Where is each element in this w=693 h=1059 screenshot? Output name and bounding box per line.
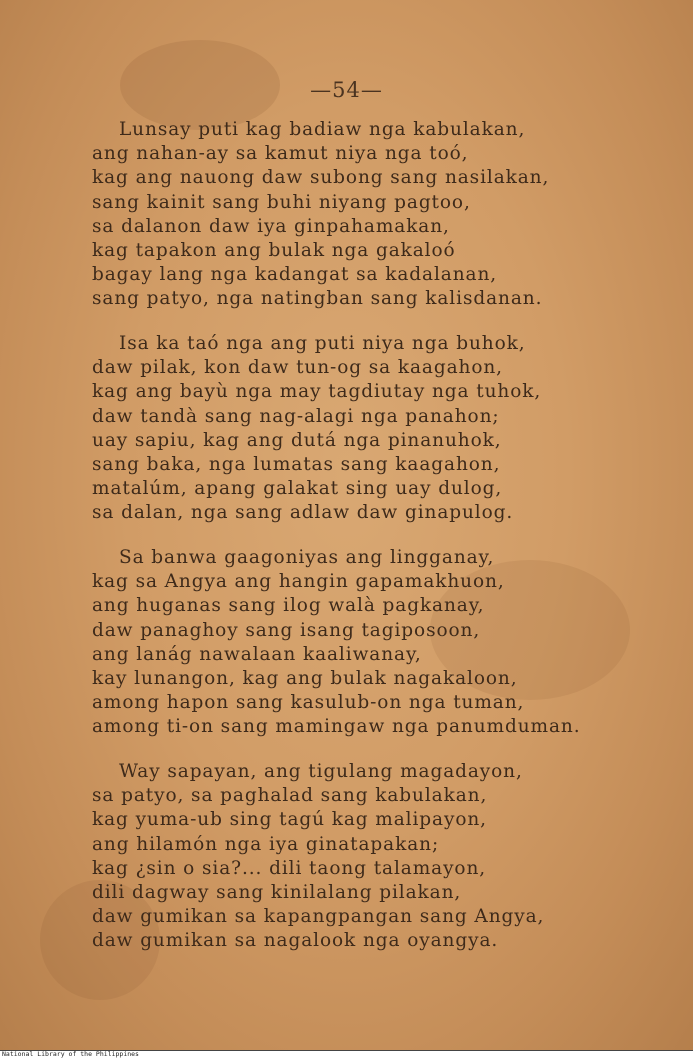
poem-line: uay sapiu, kag ang dutá nga pinanuhok, — [92, 429, 502, 451]
poem-line: kag yuma-ub sing tagú kag malipayon, — [92, 809, 487, 831]
poem-line: daw panaghoy sang isang tagiposoon, — [92, 619, 481, 641]
stanza-2 — [92, 332, 632, 526]
poem-line: kag ang bayù nga may tagdiutay nga tuhok, — [92, 381, 542, 403]
poem-line: sang patyo, nga natingban sang kalisdanan. — [92, 288, 543, 310]
poem-line: bagay lang nga kadangat sa kadalanan, — [92, 264, 498, 286]
stanza-1 — [92, 118, 632, 312]
poem-line: among hapon sang kasulub-on nga tuman, — [92, 692, 525, 714]
poem-line: dili dagway sang kinilalang pilakan, — [92, 881, 462, 903]
poem-line: Sa banwa gaagoniyas ang lingganay, — [119, 547, 495, 568]
poem-line: ang nahan-ay sa kamut niya nga toó, — [92, 143, 469, 165]
poem-line: kag tapakon ang bulak nga gakaloó — [92, 239, 456, 261]
poem-line: sang kainit sang buhi niyang pagtoo, — [92, 191, 471, 213]
poem-line: Way sapayan, ang tigulang magadayon, — [119, 761, 523, 782]
poem-line: daw gumikan sa nagalook nga oyangya. — [92, 930, 499, 952]
stanza-4 — [92, 760, 632, 954]
poem-line: sang baka, nga lumatas sang kaagahon, — [92, 453, 501, 475]
stanza-3 — [92, 546, 632, 740]
poem-line: ang hilamón nga iya ginatapakan; — [92, 833, 440, 855]
poem-line: kag ¿sin o sia?... dili taong talamayon, — [92, 857, 487, 879]
poem-line: matalúm, apang galakat sing uay dulog, — [92, 478, 503, 500]
poem-line: kay lunangon, kag ang bulak nagakaloon, — [92, 667, 518, 689]
poem-line: sa dalan, nga sang adlaw daw ginapulog. — [92, 502, 514, 524]
poem-line: ang lanág nawalaan kaaliwanay, — [92, 643, 422, 665]
poem-line: Isa ka taó nga ang puti niya nga buhok, — [119, 333, 526, 354]
poem-line: ang huganas sang ilog walà pagkanay, — [92, 595, 485, 617]
poem-line: among ti-on sang mamingaw nga panumduman. — [92, 716, 581, 738]
poem-line: kag ang nauong daw subong sang nasilakan, — [92, 167, 550, 189]
library-credit: National Library of the Philippines — [2, 1050, 139, 1058]
poem-text — [92, 118, 632, 974]
page-number: —54— — [310, 78, 383, 102]
poem-line: daw pilak, kon daw tun-og sa kaagahon, — [92, 357, 503, 379]
poem-line: sa patyo, sa paghalad sang kabulakan, — [92, 785, 488, 807]
poem-line: daw gumikan sa kapangpangan sang Angya, — [92, 906, 545, 928]
poem-line: sa dalanon daw iya ginpahamakan, — [92, 215, 450, 237]
poem-line: kag sa Angya ang hangin gapamakhuon, — [92, 571, 505, 593]
poem-line: daw tandà sang nag-alagi nga panahon; — [92, 405, 500, 427]
poem-line: Lunsay puti kag badiaw nga kabulakan, — [119, 119, 526, 140]
